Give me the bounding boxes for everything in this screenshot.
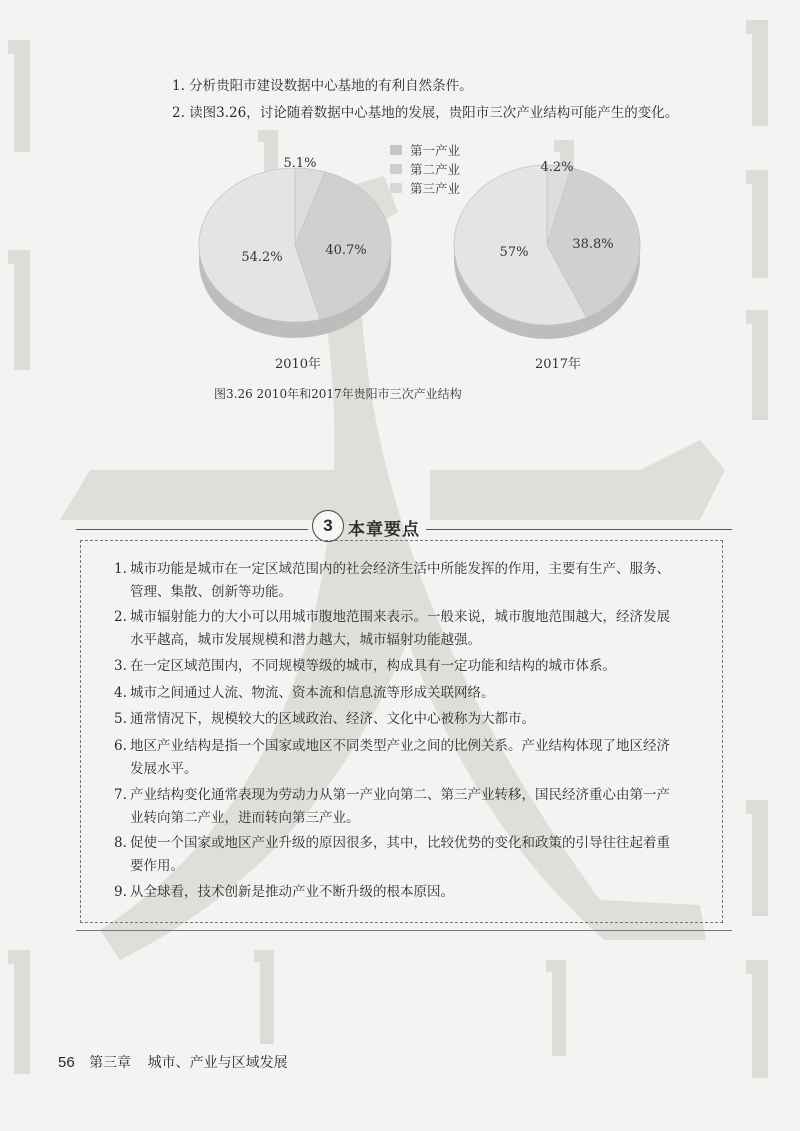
point-number: 6.	[114, 738, 127, 754]
pie-charts	[0, 0, 800, 400]
point-number: 1.	[114, 561, 127, 577]
section-number: 3	[312, 510, 344, 542]
question-2: 2. 读图3.26，讨论随着数据中心基地的发展，贵阳市三次产业结构可能产生的变化。	[172, 105, 679, 121]
point-text: 城市功能是城市在一定区域范围内的社会经济生活中所能发挥的作用，主要有生产、服务、管理、集散、创新等功能。	[130, 561, 670, 600]
key-point	[114, 682, 674, 705]
point-number: 3.	[114, 658, 127, 674]
legend-swatch	[390, 164, 402, 174]
divider-right	[426, 529, 732, 530]
question-1: 1. 分析贵阳市建设数据中心基地的有利自然条件。	[172, 78, 473, 94]
point-number: 9.	[114, 884, 127, 900]
legend-swatch	[390, 145, 402, 155]
point-text: 城市辐射能力的大小可以用城市腹地范围来表示。一般来说，城市腹地范围越大，经济发展水平越高，城市发展规模和潜力越大，城市辐射功能越强。	[130, 609, 670, 648]
point-text: 产业结构变化通常表现为劳动力从第一产业向第二、第三产业转移，国民经济重心由第一产业转向第二产业，进而转向第三产业。	[130, 787, 670, 826]
bottom-divider	[76, 930, 732, 931]
key-point	[114, 735, 674, 781]
pie-title: 2017年	[534, 357, 582, 372]
legend-swatch	[390, 183, 402, 193]
slice-value-label: 5.1%	[283, 156, 317, 171]
point-number: 8.	[114, 835, 127, 851]
slice-value-label: 38.8%	[572, 237, 614, 252]
slice-value-label: 57%	[499, 245, 529, 260]
point-number: 2.	[114, 609, 127, 625]
key-point	[114, 558, 674, 604]
point-number: 7.	[114, 787, 127, 803]
legend-label: 第三产业	[410, 181, 461, 196]
section-header	[76, 508, 732, 544]
point-number: 5.	[114, 711, 127, 727]
section-title: 本章要点	[348, 520, 420, 540]
slice-value-label: 4.2%	[540, 160, 574, 175]
point-text: 城市之间通过人流、物流、资本流和信息流等形成关联网络。	[130, 685, 495, 701]
slice-value-label: 54.2%	[241, 250, 283, 265]
point-text: 从全球看，技术创新是推动产业不断升级的根本原因。	[130, 884, 454, 900]
slice-value-label: 40.7%	[325, 243, 367, 258]
legend-label: 第二产业	[410, 162, 461, 177]
figure-caption: 图3.26 2010年和2017年贵阳市三次产业结构	[214, 387, 462, 401]
pie-title: 2010年	[274, 357, 322, 372]
key-point	[114, 655, 674, 678]
point-text: 在一定区域范围内，不同规模等级的城市，构成具有一定功能和结构的城市体系。	[130, 658, 616, 674]
divider-left	[76, 529, 308, 530]
point-number: 4.	[114, 685, 127, 701]
key-point	[114, 832, 674, 878]
legend-label: 第一产业	[410, 143, 461, 158]
key-point	[114, 606, 674, 652]
key-point	[114, 881, 674, 904]
point-text: 地区产业结构是指一个国家或地区不同类型产业之间的比例关系。产业结构体现了地区经济发展水平。	[130, 738, 670, 777]
point-text: 通常情况下，规模较大的区域政治、经济、文化中心被称为大都市。	[130, 711, 535, 727]
chapter-label: 第三章	[89, 1055, 132, 1071]
page-number: 56	[58, 1054, 75, 1071]
key-point	[114, 784, 674, 830]
point-text: 促使一个国家或地区产业升级的原因很多，其中，比较优势的变化和政策的引导往往起着重要作用。	[130, 835, 670, 874]
chapter-title: 城市、产业与区域发展	[147, 1055, 288, 1071]
page-footer	[58, 1052, 288, 1072]
key-point	[114, 708, 674, 731]
